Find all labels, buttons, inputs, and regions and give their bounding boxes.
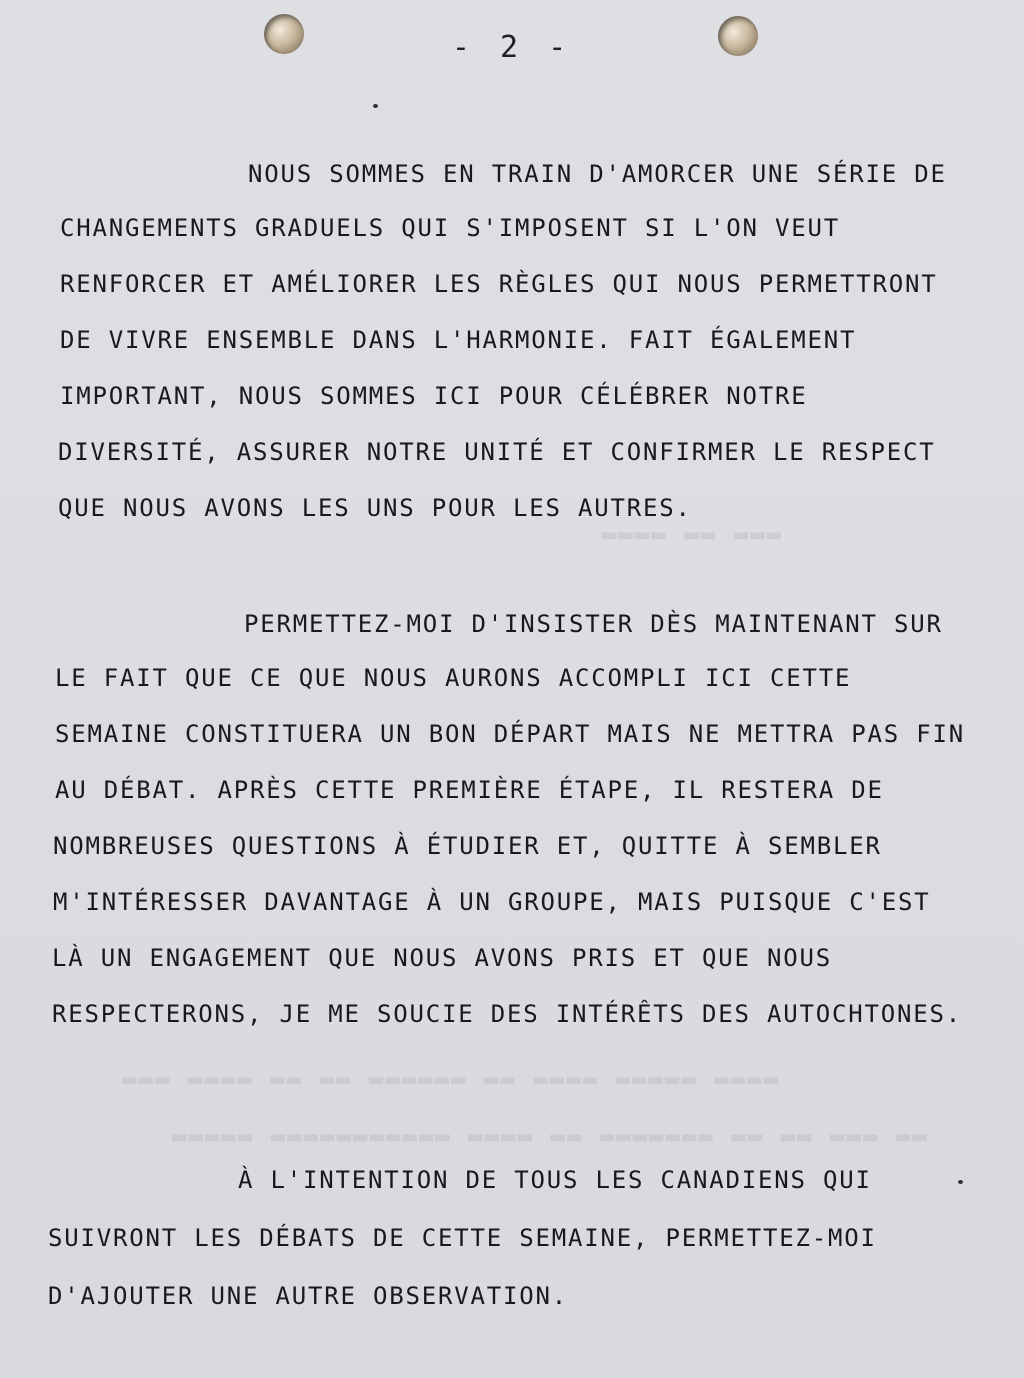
ink-speck	[373, 104, 378, 108]
text-line: QUE NOUS AVONS LES UNS POUR LES AUTRES.	[58, 494, 692, 522]
text-line: SEMAINE CONSTITUERA UN BON DÉPART MAIS NE METTRA PAS FIN	[55, 720, 965, 748]
text-line: NOMBREUSES QUESTIONS À ÉTUDIER ET, QUITTE À SEMBLER	[53, 832, 882, 860]
text-line: SUIVRONT LES DÉBATS DE CETTE SEMAINE, PERMETTEZ-MOI	[48, 1224, 877, 1252]
text-line: NOUS SOMMES EN TRAIN D'AMORCER UNE SÉRIE DE	[248, 160, 947, 188]
show-through-smudge: ▬▬ ▬▬▬ ▬▬ ▬▬ ▬▬▬▬▬▬▬ ▬▬ ▬▬▬▬ ▬▬▬▬▬▬▬▬▬▬▬ ▬▬▬▬▬	[170, 1122, 927, 1150]
text-line: D'AJOUTER UNE AUTRE OBSERVATION.	[48, 1282, 568, 1310]
page-number: - 2 -	[451, 30, 573, 65]
text-line: À L'INTENTION DE TOUS LES CANADIENS QUI	[238, 1166, 872, 1194]
text-line: CHANGEMENTS GRADUELS QUI S'IMPOSENT SI L'ON VEUT	[60, 214, 840, 242]
show-through-smudge: ▬▬▬ ▬▬ ▬▬▬▬	[600, 520, 781, 548]
text-line: LÀ UN ENGAGEMENT QUE NOUS AVONS PRIS ET QUE NOUS	[52, 944, 832, 972]
show-through-smudge: ▬▬▬▬ ▬▬▬▬▬ ▬▬▬▬ ▬▬ ▬▬▬▬▬▬ ▬▬ ▬▬ ▬▬▬▬ ▬▬▬	[120, 1065, 778, 1093]
text-line: RENFORCER ET AMÉLIORER LES RÈGLES QUI NOUS PERMETTRONT	[60, 270, 938, 298]
ink-speck	[958, 1180, 963, 1184]
text-line: DIVERSITÉ, ASSURER NOTRE UNITÉ ET CONFIRMER LE RESPECT	[58, 438, 936, 466]
text-line: M'INTÉRESSER DAVANTAGE À UN GROUPE, MAIS PUISQUE C'EST	[53, 888, 931, 916]
text-line: DE VIVRE ENSEMBLE DANS L'HARMONIE. FAIT ÉGALEMENT	[60, 326, 857, 354]
text-line: PERMETTEZ-MOI D'INSISTER DÈS MAINTENANT SUR	[244, 610, 943, 638]
text-line: AU DÉBAT. APRÈS CETTE PREMIÈRE ÉTAPE, IL RESTERA DE	[55, 776, 884, 804]
text-line: LE FAIT QUE CE QUE NOUS AURONS ACCOMPLI ICI CETTE	[55, 664, 852, 692]
text-line: IMPORTANT, NOUS SOMMES ICI POUR CÉLÉBRER NOTRE	[60, 382, 808, 410]
text-line: RESPECTERONS, JE ME SOUCIE DES INTÉRÊTS DES AUTOCHTONES.	[52, 1000, 962, 1028]
